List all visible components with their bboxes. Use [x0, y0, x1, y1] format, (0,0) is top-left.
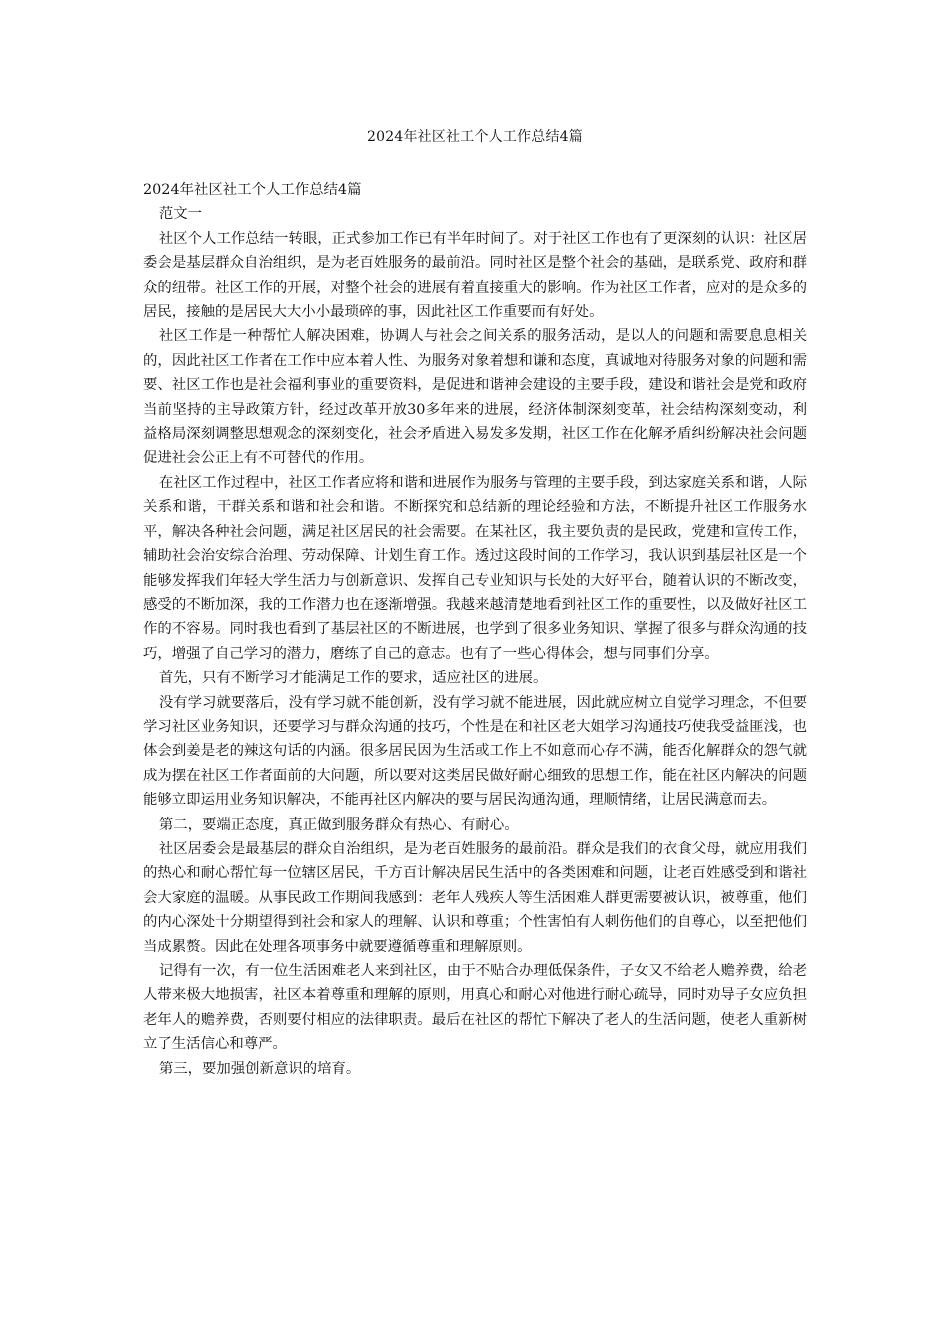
paragraph: 没有学习就要落后，没有学习就不能创新，没有学习就不能进展，因此就应树立自觉学习理念，不但要学习社区业务知识，还要学习与群众沟通的技巧，个性是在和社区老大姐学习沟通技巧使我受益匪浅，也体会到姜是老的辣这句话的内涵。很多居民因为生活或工作上不如意而心存不满，能否化解群众的怨气就成为摆在社区工作者面前的大问题，所以要对这类居民做好耐心细致的思想工作，能在社区内解决的问题能够立即运用业务知识解决，不能再社区内解决的要与居民沟通沟通，理顺情绪，让居民满意而去。 — [143, 694, 807, 809]
paragraph: 第三，要加强创新意识的培育。 — [158, 1060, 361, 1077]
paragraph: 首先，只有不断学习才能满足工作的要求，适应社区的进展。 — [158, 670, 548, 687]
document-body — [143, 178, 807, 1081]
paragraph: 社区居委会是最基层的群众自治组织，是为老百姓服务的最前沿。群众是我们的衣食父母，就应用我们的热心和耐心帮忙每一位辖区居民，千方百计解决居民生活中的各类困难和问题，让老百姓感受到和谐社会大家庭的温暖。从事民政工作期间我感到：老年人残疾人等生活困难人群更需要被认识，被尊重，他们的内心深处十分期望得到社会和家人的理解、认识和尊重；个性害怕有人刺伤他们的自尊心，以至把他们当成累赘。因此在处理各项事务中就要遵循尊重和理解原则。 — [143, 840, 807, 955]
paragraph: 社区个人工作总结一转眼，正式参加工作已有半年时间了。对于社区工作也有了更深刻的认识：社区居委会是基层群众自治组织，是为老百姓服务的最前沿。同时社区是整个社会的基础，是联系党、政府和群众的纽带。社区工作的开展，对整个社会的进展有着直接重大的影响。作为社区工作者，应对的是众多的居民，接触的是居民大大小小最琐碎的事，因此社区工作重要而有好处。 — [143, 230, 807, 321]
page-title: 2024年社区社工个人工作总结4篇 — [367, 129, 583, 145]
paragraph: 在社区工作过程中，社区工作者应将和谐和进展作为服务与管理的主要手段，到达家庭关系和谐，人际关系和谐，干群关系和谐和社会和谐。不断探究和总结新的理论经验和方法，不断提升社区工作服务水平，解决各种社会问题，满足社区居民的社会需要。在某社区，我主要负责的是民政，党建和宣传工作，辅助社会治安综合治理、劳动保障、计划生育工作。透过这段时间的工作学习，我认识到基层社区是一个能够发挥我们年轻大学生活力与创新意识、发挥自己专业知识与长处的大好平台，随着认识的不断改变，感受的不断加深，我的工作潜力也在逐渐增强。我越来越清楚地看到社区工作的重要性，以及做好社区工作的不容易。同时我也看到了基层社区的不断进展，也学到了很多业务知识、掌握了很多与群众沟通的技巧，增强了自己学习的潜力，磨练了自己的意志。也有了一些心得体会，想与同事们分享。 — [143, 474, 807, 662]
document-subtitle: 2024年社区社工个人工作总结4篇 — [143, 182, 362, 198]
section-heading: 范文一 — [158, 206, 203, 223]
paragraph: 第二，要端正态度，真正做到服务群众有热心、有耐心。 — [158, 816, 519, 833]
paragraph: 记得有一次，有一位生活困难老人来到社区，由于不贴合办理低保条件，子女又不给老人赡养费，给老人带来极大地损害，社区本着尊重和理解的原则，用真心和耐心对他进行耐心疏导，同时劝导子女应负担老年人的赡养费，否则要付相应的法律职责。最后在社区的帮忙下解决了老人的生活问题，使老人重新树立了生活信心和尊严。 — [143, 963, 807, 1053]
paragraph: 社区工作是一种帮忙人解决困难，协调人与社会之间关系的服务活动，是以人的问题和需要息息相关的，因此社区工作者在工作中应本着人性、为服务对象着想和谦和态度，真诚地对待服务对象的问题和需要、社区工作也是社会福利事业的重要资料，是促进和谐神会建设的主要手段，建设和谐社会是党和政府当前坚持的主导政策方针，经过改革开放30多年来的进展，经济体制深刻变革，社会结构深刻变动，利益格局深刻调整思想观念的深刻变化，社会矛盾进入易发多发期，社区工作在化解矛盾纠纷解决社会问题促进社会公正上有不可替代的作用。 — [143, 328, 807, 467]
